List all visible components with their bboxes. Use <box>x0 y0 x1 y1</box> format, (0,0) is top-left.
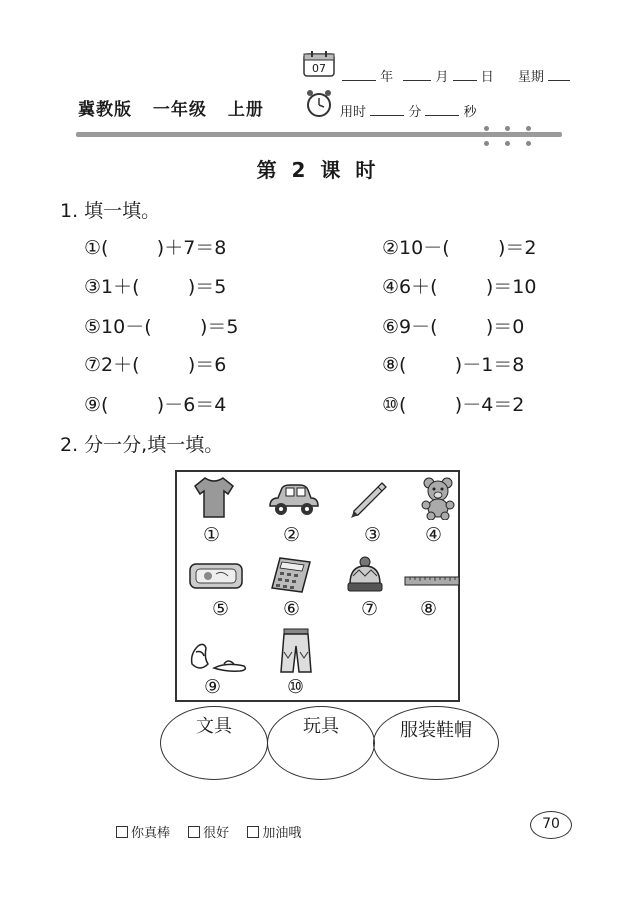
equation-item: ⑨( )－6＝4 <box>84 394 227 416</box>
category-label: 文具 <box>196 716 232 737</box>
question-2-title: 2. 分一分,填一填。 <box>60 434 224 456</box>
equation-item: ⑦2＋( )＝6 <box>84 354 227 376</box>
picture-number: ⑤ <box>212 598 230 620</box>
time-used-line <box>340 101 477 120</box>
clock-icon <box>303 88 335 122</box>
checkbox[interactable] <box>188 826 200 838</box>
pencil-case-icon <box>188 560 244 596</box>
month-label: 月 <box>435 70 449 85</box>
picture-number: ⑦ <box>361 598 379 620</box>
minute-label: 分 <box>408 105 422 120</box>
second-label: 秒 <box>463 105 477 120</box>
teddy-bear-icon <box>418 476 458 524</box>
rating-option[interactable]: 很好 <box>188 826 229 841</box>
divider-dot <box>484 141 489 146</box>
equation-item: ⑥9－( )＝0 <box>382 316 525 338</box>
rating-options <box>116 822 315 841</box>
book-edition: 冀教版 <box>78 100 132 120</box>
calculator-icon <box>270 556 312 598</box>
date-line <box>342 66 570 85</box>
pencil-icon <box>348 480 388 524</box>
pants-icon <box>279 628 313 678</box>
rating-option[interactable]: 你真棒 <box>116 826 170 841</box>
day-label: 日 <box>480 70 494 85</box>
page-number: 70 <box>530 811 572 839</box>
equation-item: ⑩( )－4＝2 <box>382 394 525 416</box>
equation-item: ③1＋( )＝5 <box>84 276 227 298</box>
ruler-icon <box>404 572 460 591</box>
book-grade: 一年级 <box>152 100 207 120</box>
calendar-day: 07 <box>312 62 326 75</box>
weekday-label: 星期 <box>517 70 544 85</box>
divider-dot <box>505 126 510 131</box>
time-used-label: 用时 <box>340 105 367 120</box>
divider-dot <box>526 126 531 131</box>
equation-item: ⑤10－( )＝5 <box>84 316 239 338</box>
sandals-icon <box>188 640 250 678</box>
lesson-title: 第 2 课 时 <box>256 158 380 182</box>
knit-hat-icon <box>345 556 385 598</box>
equation-item: ④6＋( )＝10 <box>382 276 537 298</box>
book-info <box>78 95 278 120</box>
rating-option[interactable]: 加油哦 <box>247 826 301 841</box>
category-label: 服装鞋帽 <box>400 720 472 741</box>
question-1-title: 1. 填一填。 <box>60 200 161 222</box>
picture-number: ① <box>203 524 221 546</box>
equation-item: ②10－( )＝2 <box>382 237 537 259</box>
toy-car-icon <box>266 482 322 522</box>
picture-number: ⑧ <box>420 598 438 620</box>
year-label: 年 <box>380 70 394 85</box>
checkbox[interactable] <box>247 826 259 838</box>
book-volume: 上册 <box>227 100 264 120</box>
picture-number: ⑥ <box>283 598 301 620</box>
picture-number: ② <box>283 524 301 546</box>
picture-number: ③ <box>364 524 382 546</box>
category-label: 玩具 <box>303 716 339 737</box>
t-shirt-icon <box>191 474 237 524</box>
equation-item: ⑧( )－1＝8 <box>382 354 525 376</box>
divider-dot <box>484 126 489 131</box>
checkbox[interactable] <box>116 826 128 838</box>
picture-number: ⑩ <box>287 676 305 698</box>
picture-number: ⑨ <box>204 676 222 698</box>
header-divider <box>76 132 562 137</box>
divider-dot <box>505 141 510 146</box>
divider-dot <box>526 141 531 146</box>
equation-item: ①( )＋7＝8 <box>84 237 227 259</box>
picture-number: ④ <box>425 524 443 546</box>
